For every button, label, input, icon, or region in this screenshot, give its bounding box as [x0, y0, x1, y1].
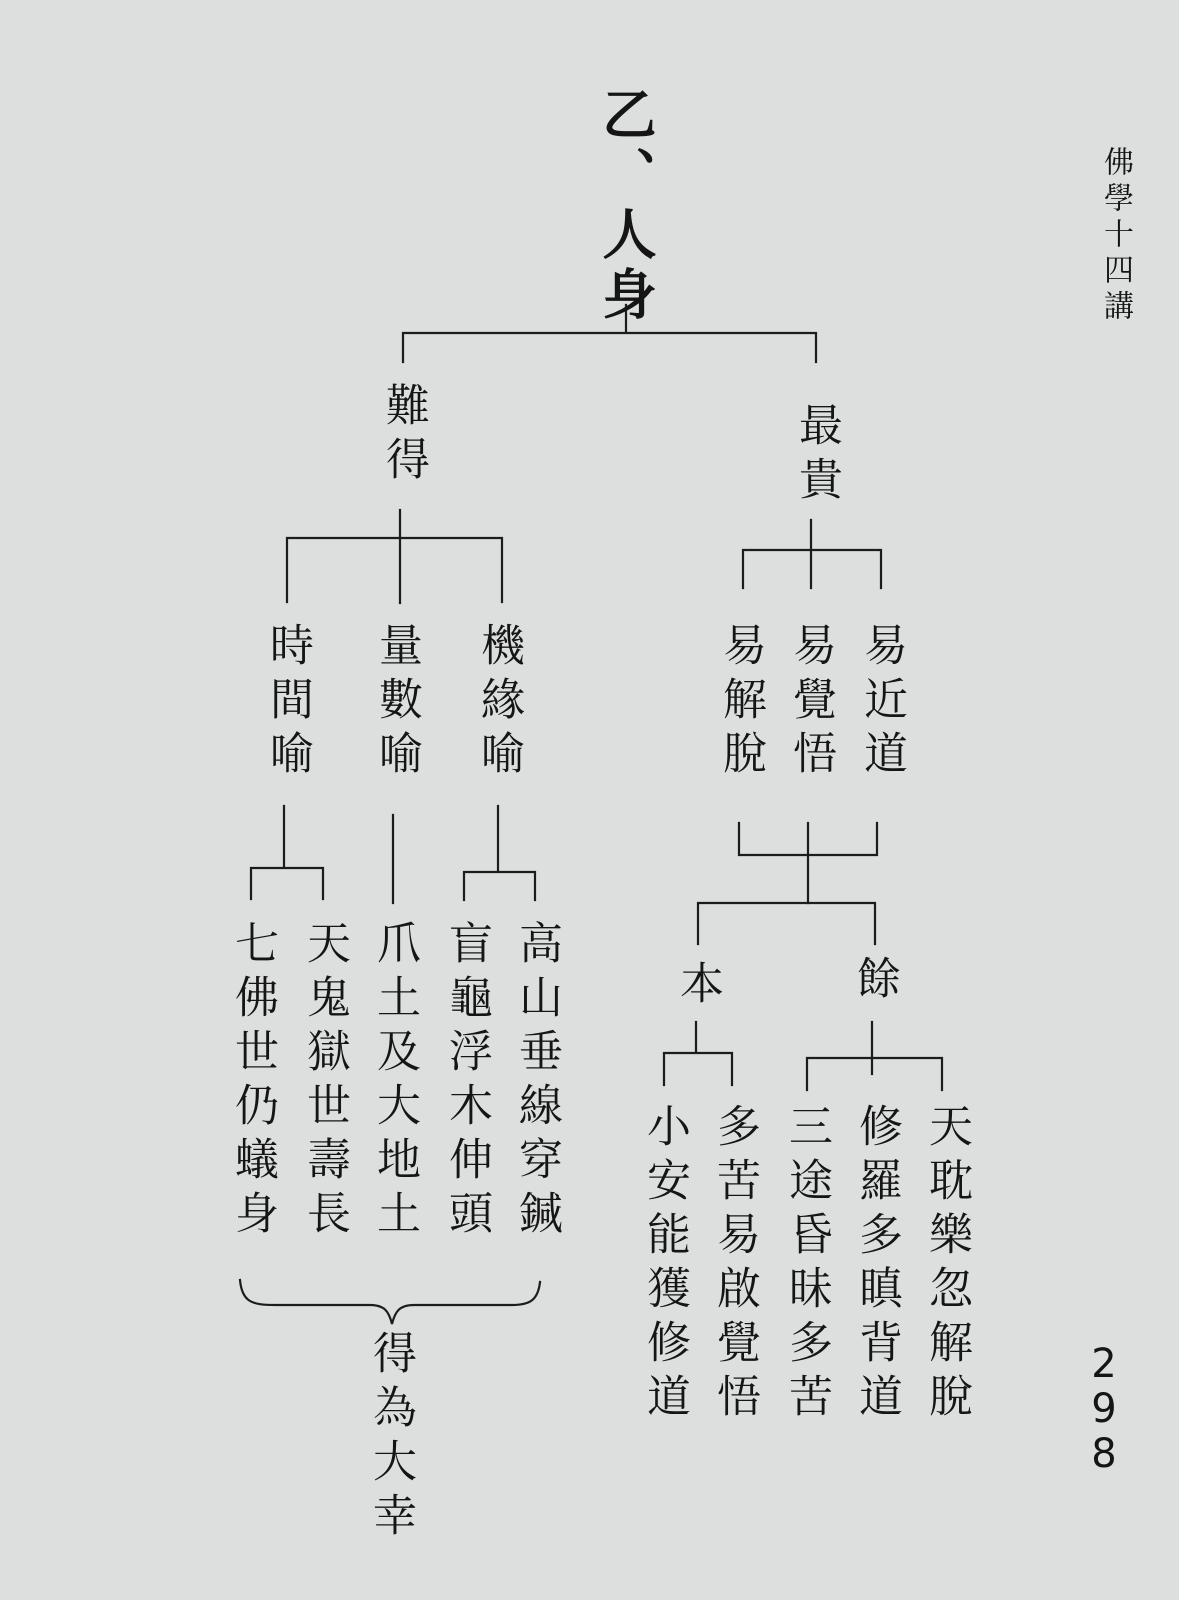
node-yi-jietuo: 易解脫	[715, 622, 766, 784]
node-yi-juewu: 易覺悟	[785, 622, 836, 784]
yu-bracket	[807, 1022, 942, 1090]
item-xiuluo: 修羅多瞋背道	[851, 1103, 902, 1427]
node-yi-jindao: 易近道	[856, 622, 907, 784]
item-tiangui: 天鬼獄世壽長	[299, 920, 350, 1244]
item-duoku: 多苦易啟覺悟	[709, 1103, 760, 1427]
node-liangshu-yu: 量數喻	[371, 622, 422, 784]
node-zuigui: 最貴	[791, 402, 842, 510]
node-jiyuan-yu: 機緣喻	[473, 622, 524, 784]
page-title: 乙、人身	[594, 86, 657, 326]
nande-bracket	[287, 510, 502, 603]
item-qifo: 七佛世仍蟻身	[227, 920, 278, 1244]
item-xiaoan: 小安能獲修道	[639, 1103, 690, 1427]
jiyuan-bracket	[464, 806, 535, 900]
zuigui-bracket	[743, 520, 881, 588]
shijian-bracket	[251, 806, 323, 899]
node-shijian-yu: 時間喻	[262, 622, 313, 784]
merge-bracket	[739, 823, 877, 903]
ben-bracket	[664, 1022, 732, 1085]
item-manggui: 盲龜浮木伸頭	[441, 920, 492, 1244]
benyu-bracket	[698, 903, 875, 944]
page-number: 298	[1091, 1341, 1117, 1477]
item-tiandan: 天耽樂忽解脫	[921, 1103, 972, 1427]
node-ben: 本	[672, 960, 723, 1014]
item-santu: 三途昏昧多苦	[781, 1103, 832, 1427]
conclusion-text: 得為大幸	[365, 1330, 416, 1546]
running-header: 佛學十四講	[1098, 146, 1133, 326]
item-zhuatu: 爪土及大地土	[369, 920, 420, 1244]
node-yu: 餘	[849, 955, 900, 1009]
conclusion-brace	[240, 1280, 540, 1324]
item-gaoshan: 高山垂線穿鍼	[511, 920, 562, 1244]
node-nande: 難得	[378, 382, 429, 490]
